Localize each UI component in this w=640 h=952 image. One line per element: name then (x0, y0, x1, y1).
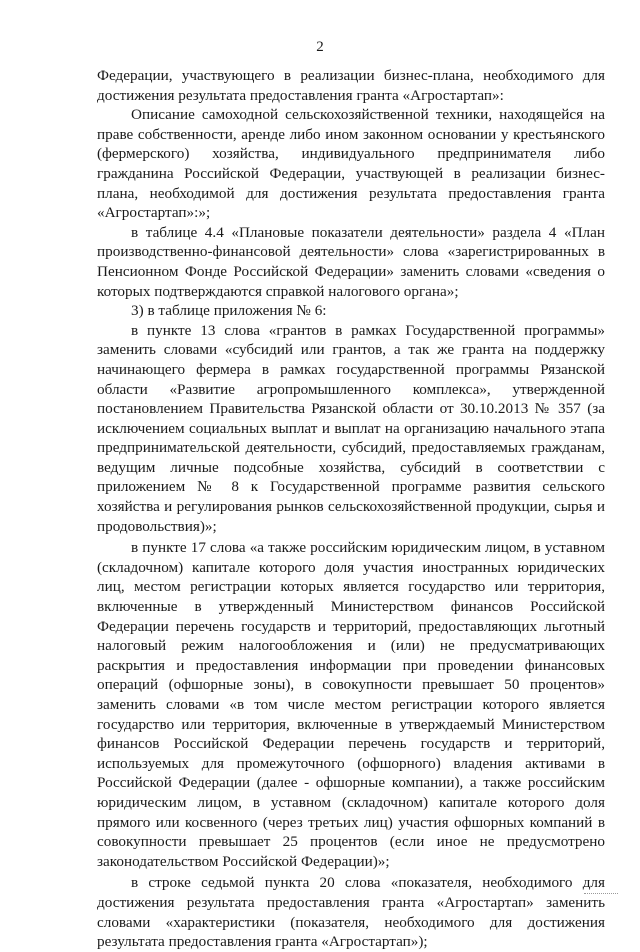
paragraph-appendix-6-heading: 3) в таблице приложения № 6: (131, 302, 327, 320)
scan-artifact-mark (584, 893, 618, 895)
page-number: 2 (316, 39, 324, 55)
document-body (97, 66, 605, 952)
paragraph-continuation: Федерации, участвующего в реализации бизнес-плана, необходимого для достижения результата предоставления гранта «Агростартап»: (97, 67, 605, 104)
paragraph-item-17: в пункте 17 слова «а также российским юридическим лицом, в уставном (складочном) капитале которого доля участия иностранных юридических лиц, местом регистрации которых является государство или территория, включенные в утвержденный Министерством финансов Российской Федерации перечень государств и территорий, предоставляющих льготный налоговый режим налогообложения и (или) не предусматривающих раскрытия и предоставления информации при проведении финансовых операций (офшорные зоны), в совокупности превышает 50 процентов» заменить словами «в том числе местом регистрации которого является государство или территория, включенные в утверждаемый Министерством финансов Российской Федерации перечень государств и территорий, используемых для промежуточного (офшорного) владения активами в Российской Федерации (далее - офшорные компании), а также российским юридическим лицом, в уставном (складочном) капитале которого доля прямого или косвенного (через третьих лиц) участия офшорных компаний в совокупности превышает 25 процентов (если иное не предусмотрено законодательством Российской Федерации)»; (97, 539, 605, 870)
paragraph-item-13: в пункте 13 слова «грантов в рамках Государственной программы» заменить словами «субсидий или грантов, а так же гранта на поддержку начинающего фермера в рамках государственной программы Рязанской области «Развитие агропромышленного комплекса», утвержденной постановлением Правительства Рязанской области от 30.10.2013 № 357 (за исключением социальных выплат и выплат на организацию начального этапа предпринимательской деятельности, субсидий, предоставляемых гражданам, ведущим личные подсобные хозяйства, субсидий в соответствии с приложением № 8 к Государственной программе развития сельского хозяйства и регулирования рынков сельскохозяйственной продукции, сырья и продовольствия)»; (97, 321, 605, 535)
paragraph-table-4-4: в таблице 4.4 «Плановые показатели деятельности» раздела 4 «План производственно-финансовой деятельности» слова «зарегистрированных в Пенсионном Фонде Российской Федерации» заменить словами «сведения о которых подтверждаются справкой налогового органа»; (97, 223, 605, 300)
paragraph-machinery-description: Описание самоходной сельскохозяйственной техники, находящейся на праве собственности, аренде либо ином законном основании у крестьянского (фермерского) хозяйства, индивидуального предпринимателя либо гражданина Российской Федерации, участвующей в реализации бизнес-плана, необходимой для достижения результата предоставления гранта «Агростартап»:»; (97, 106, 605, 222)
paragraph-item-20: в строке седьмой пункта 20 слова «показателя, необходимого для достижения результата предоставления гранта «Агростартап» заменить словами «характеристики (показателя, необходимого для достижения результата предоставления гранта «Агростартап»); (97, 874, 605, 951)
